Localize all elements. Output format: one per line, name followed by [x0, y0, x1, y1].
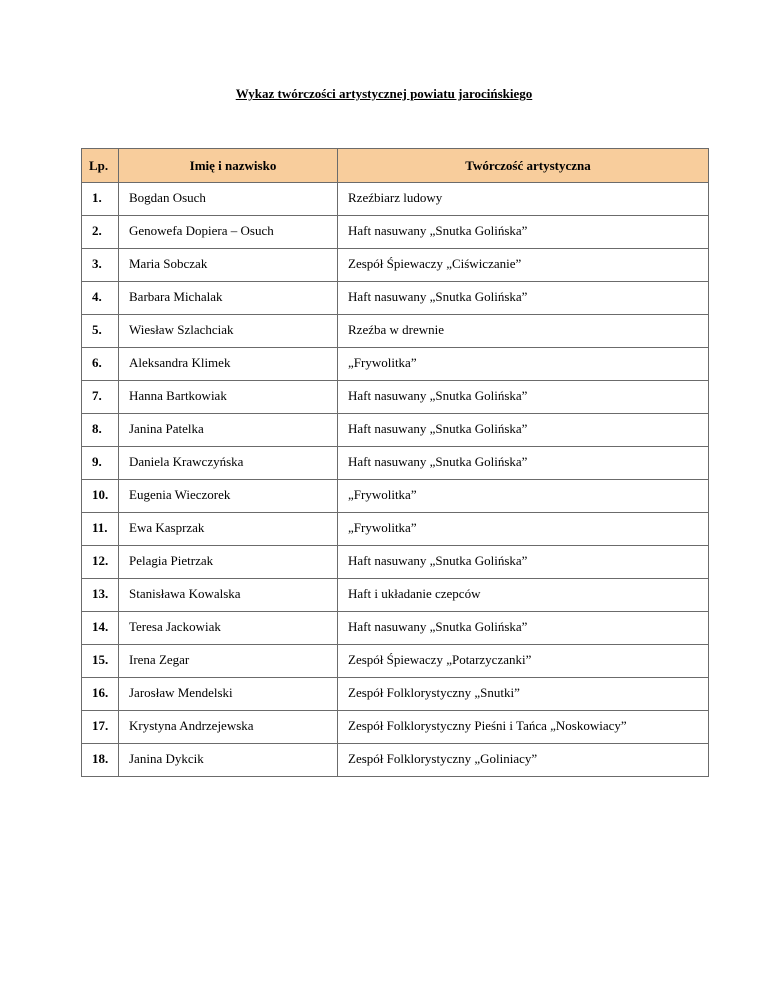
row-number: 16. [82, 678, 119, 711]
artistic-work: Rzeźba w drewnie [338, 315, 709, 348]
header-lp: Lp. [82, 149, 119, 183]
row-number: 5. [82, 315, 119, 348]
artist-name: Stanisława Kowalska [119, 579, 338, 612]
row-number: 8. [82, 414, 119, 447]
artist-name: Hanna Bartkowiak [119, 381, 338, 414]
artistic-work: Zespół Śpiewaczy „Potarzyczanki” [338, 645, 709, 678]
header-work: Twórczość artystyczna [338, 149, 709, 183]
table-row [82, 711, 709, 744]
table-row [82, 216, 709, 249]
row-number: 13. [82, 579, 119, 612]
artist-name: Teresa Jackowiak [119, 612, 338, 645]
table-row [82, 447, 709, 480]
table-row [82, 183, 709, 216]
document-title: Wykaz twórczości artystycznej powiatu jarocińskiego [235, 86, 533, 101]
artist-name: Ewa Kasprzak [119, 513, 338, 546]
table-row [82, 678, 709, 711]
header-row [82, 149, 709, 183]
row-number: 9. [82, 447, 119, 480]
table-row [82, 282, 709, 315]
artistic-work: Zespół Folklorystyczny „Goliniacy” [338, 744, 709, 777]
artist-name: Aleksandra Klimek [119, 348, 338, 381]
artistic-work: Haft nasuwany „Snutka Golińska” [338, 414, 709, 447]
artistic-work: Haft nasuwany „Snutka Golińska” [338, 447, 709, 480]
row-number: 11. [82, 513, 119, 546]
row-number: 6. [82, 348, 119, 381]
artist-name: Krystyna Andrzejewska [119, 711, 338, 744]
row-number: 18. [82, 744, 119, 777]
table-header [82, 149, 709, 183]
artistic-work: „Frywolitka” [338, 480, 709, 513]
table-row [82, 249, 709, 282]
row-number: 10. [82, 480, 119, 513]
artist-name: Pelagia Pietrzak [119, 546, 338, 579]
table-row [82, 414, 709, 447]
artist-name: Wiesław Szlachciak [119, 315, 338, 348]
artistic-work: Haft nasuwany „Snutka Golińska” [338, 612, 709, 645]
artistic-work: Haft nasuwany „Snutka Golińska” [338, 282, 709, 315]
artistic-work: Zespół Folklorystyczny „Snutki” [338, 678, 709, 711]
table-row [82, 480, 709, 513]
table-row [82, 612, 709, 645]
table-row [82, 348, 709, 381]
table-row [82, 645, 709, 678]
artist-name: Janina Dykcik [119, 744, 338, 777]
artistic-work: Haft nasuwany „Snutka Golińska” [338, 216, 709, 249]
table-body [82, 183, 709, 777]
row-number: 1. [82, 183, 119, 216]
artistic-work: Haft nasuwany „Snutka Golińska” [338, 546, 709, 579]
row-number: 3. [82, 249, 119, 282]
table-row [82, 513, 709, 546]
artistic-work: Zespół Folklorystyczny Pieśni i Tańca „Noskowiacy” [338, 711, 709, 744]
artist-name: Genowefa Dopiera – Osuch [119, 216, 338, 249]
artistic-work: „Frywolitka” [338, 513, 709, 546]
table-row [82, 744, 709, 777]
table-row [82, 381, 709, 414]
artistic-work: „Frywolitka” [338, 348, 709, 381]
row-number: 12. [82, 546, 119, 579]
artistic-work: Haft nasuwany „Snutka Golińska” [338, 381, 709, 414]
artist-name: Irena Zegar [119, 645, 338, 678]
table-row [82, 315, 709, 348]
row-number: 7. [82, 381, 119, 414]
row-number: 15. [82, 645, 119, 678]
artistic-work: Rzeźbiarz ludowy [338, 183, 709, 216]
artist-name: Eugenia Wieczorek [119, 480, 338, 513]
artist-name: Barbara Michalak [119, 282, 338, 315]
row-number: 2. [82, 216, 119, 249]
header-name: Imię i nazwisko [119, 149, 338, 183]
artist-name: Maria Sobczak [119, 249, 338, 282]
row-number: 4. [82, 282, 119, 315]
row-number: 14. [82, 612, 119, 645]
artistic-work: Zespół Śpiewaczy „Ciświczanie” [338, 249, 709, 282]
artists-table [81, 148, 709, 777]
artist-name: Janina Patelka [119, 414, 338, 447]
table-row [82, 546, 709, 579]
artist-name: Jarosław Mendelski [119, 678, 338, 711]
artistic-work: Haft i układanie czepców [338, 579, 709, 612]
table-row [82, 579, 709, 612]
row-number: 17. [82, 711, 119, 744]
artist-name: Daniela Krawczyńska [119, 447, 338, 480]
artist-name: Bogdan Osuch [119, 183, 338, 216]
